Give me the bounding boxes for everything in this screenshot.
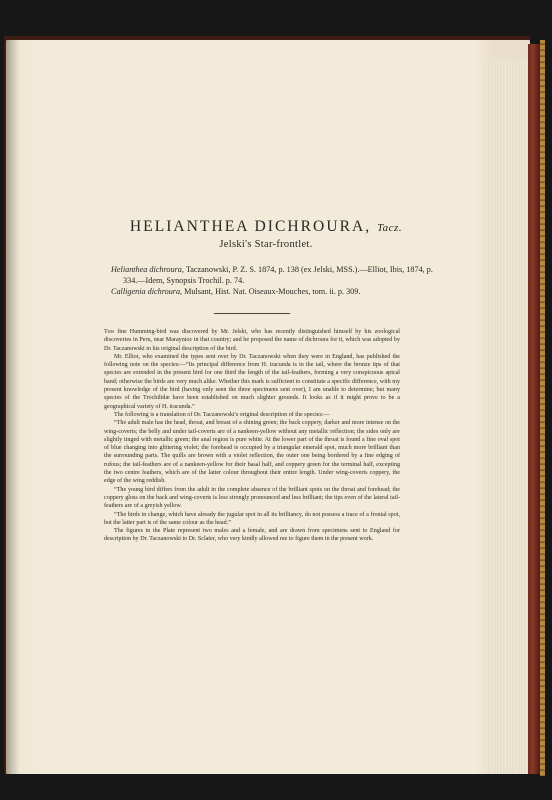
paragraph: The figures in the Plate represent two males and a female, and are drawn from specimens sent to England for description by Dr. Taczanowski to Dr. Sclater, who very kindly allowed me to figure them in the present work.: [104, 528, 400, 543]
book-cover-edge: [528, 44, 540, 774]
reference-citation: Mulsant, Hist. Nat. Oiseaux-Mouches, tom. ii. p. 309.: [184, 287, 361, 296]
spine-shadow: [6, 40, 20, 774]
divider-rule: [214, 313, 290, 314]
gilt-edge: [540, 40, 545, 776]
paragraph-lead-word: This: [104, 329, 115, 335]
paragraph: “The young bird differs from the adult in the complete absence of the brilliant spots on the throat and forehead; the coppery gloss on the back and wing-coverts is less strongly pronounced and less brilliant; the tips even of the lateral tail-feathers are of a greyish yellow.: [104, 486, 400, 510]
paragraph: Mr. Elliot, who examined the types sent over by Dr. Taczanowski when they were in England, has published the following note on the species:—“Its principal difference from H. iracunda is in the tail, where the bronze tips of that species are extended in the present bird for one third the length of the tail-feathers, forming a very conspicuous apical band; otherwise the birds are very much alike. Whether this mark is sufficient to constitute a specific difference, with my present knowledge of the bird (having only seen the three specimens sent over), I am unable to determine; but many species of the Trochilidæ have been established on much slighter grounds. It looks as if it might prove to be a geographical variety of H. iracunda.”: [104, 353, 400, 410]
paragraph-text: fine Humming-bird was discovered by Mr. Jelski, who has recently distinguished himself by his zoological discoveries in Peru, near Maraynioc in that country; and he proposed the name of dichroura for it, which was adopted by Dr. Taczanowski in his original description of the bird.: [104, 329, 400, 352]
species-author: Tacz.: [377, 222, 403, 234]
paragraph: [104, 328, 400, 353]
common-name: Jelski's Star-frontlet.: [219, 239, 313, 250]
reference-taxon: Helianthea dichroura,: [111, 265, 184, 274]
reference-citation: Taczanowski, P. Z. S. 1874, p. 138 (ex Jelski, MSS.).—Elliot, Ibis, 1874, p. 334.—Idem, Synopsis Trochil. p. 74.: [123, 265, 433, 285]
species-name: HELIANTHEA DICHROURA,: [129, 218, 372, 235]
page-edges: [487, 60, 530, 774]
reference-taxon: Calligenia dichroura,: [111, 287, 183, 296]
reference-entry: [111, 286, 441, 297]
paragraph: “The adult male has the head, throat, and breast of a shining green; the back coppery, darker and more intense on the wing-coverts; the belly and under tail-coverts are of a nankeen-yellow without any metallic reflection; the sides only are slightly tinged with metallic green; the anal region is pure white. At the lower part of the throat is found a fine oval spot of blue changing into glittering violet; the forehead is occupied by a triangular emerald spot, much more brilliant than the surrounding parts. The quills are brown with a violet reflection, the outer one being bordered by a fine edging of rufous; the tail-feathers are of a nankeen-yellow for their basal half, and coppery green for the terminal half, excepting the two centre feathers, which are of the latter colour throughout their entire length. Under wing-coverts coppery, the edge of the wing reddish.: [104, 420, 400, 485]
paragraph: “The birds in change, which have already the jugular spot in all its brilliancy, do not possess a trace of a frontal spot, but the latter part is of the same colour as the head.”: [104, 511, 400, 526]
synonymy-references: [111, 264, 441, 297]
species-title: [96, 218, 436, 236]
paragraph: The following is a translation of Dr. Taczanowski's original description of the species:—: [114, 411, 330, 418]
body-text: [104, 328, 400, 544]
reference-entry: [111, 264, 441, 286]
